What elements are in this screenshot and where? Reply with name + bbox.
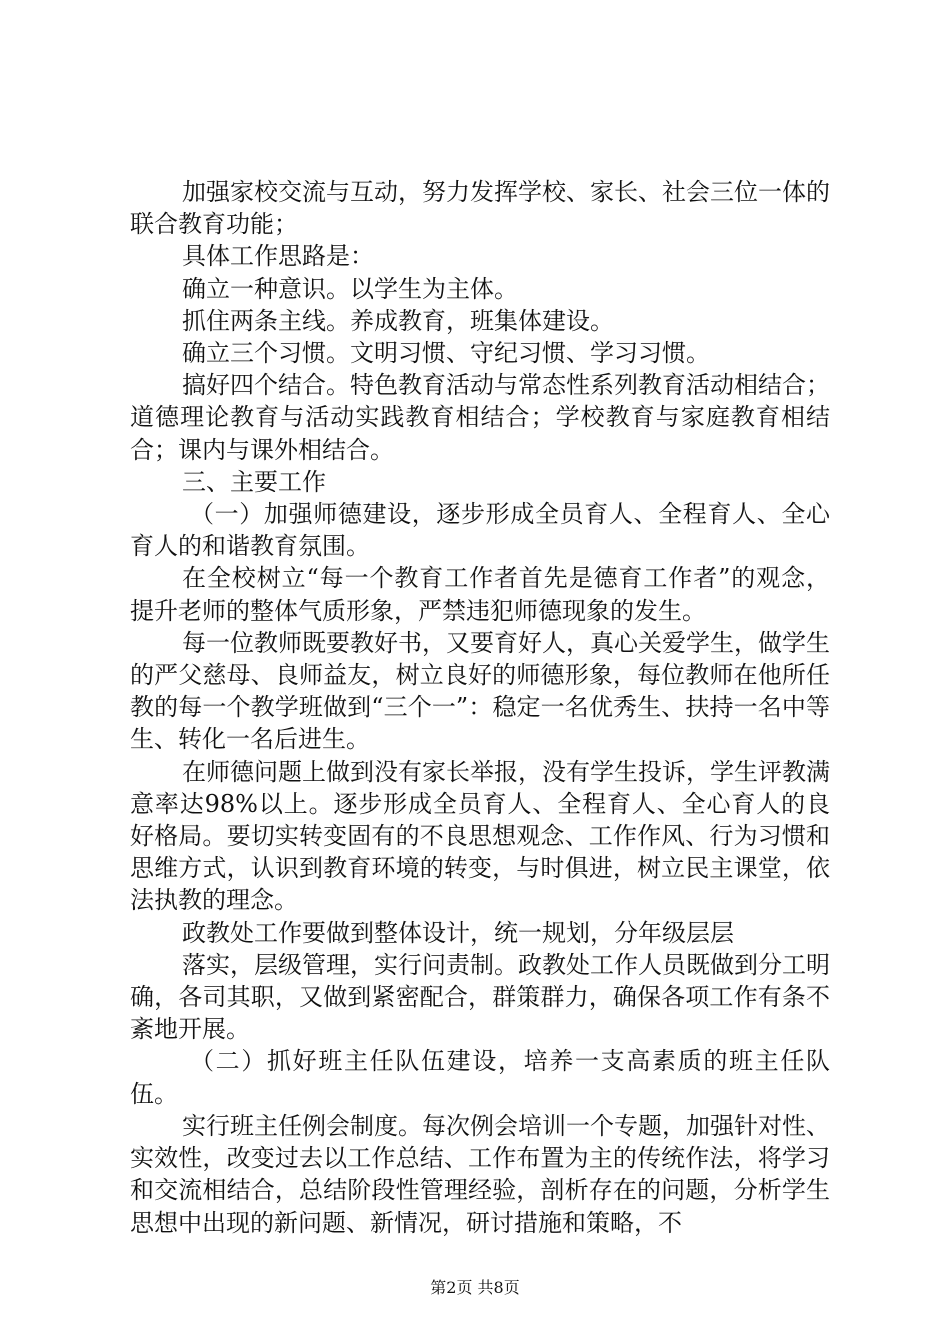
paragraph: 搞好四个结合。特色教育活动与常态性系列教育活动相结合；道德理论教育与活动实践教育相结合；学校教育与家庭教育相结合；课内与课外相结合。 [130, 371, 830, 464]
paragraph: 在师德问题上做到没有家长举报，没有学生投诉，学生评教满意率达98%以上。逐步形成全员育人、全程育人、全心育人的良好格局。要切实转变固有的不良思想观念、工作作风、行为习惯和思维方式，认识到教育环境的转变，与时俱进，树立民主课堂，依法执教的理念。 [130, 757, 830, 915]
page-footer: 第2页 共8页 [430, 1278, 520, 1297]
section-heading: 三、主要工作 [182, 467, 326, 496]
paragraph: 具体工作思路是： [182, 242, 374, 271]
paragraph: 每一位教师既要教好书，又要育好人，真心关爱学生，做学生的严父慈母、良师益友，树立良好的师德形象，每位教师在他所任教的每一个教学班做到“三个一”：稳定一名优秀生、扶持一名中等生、转化一名后进生。 [130, 628, 830, 754]
subsection-heading: （二）抓好班主任队伍建设，培养一支高素质的班主任队伍。 [130, 1047, 830, 1108]
paragraph: 实行班主任例会制度。每次例会培训一个专题，加强针对性、实效性，改变过去以工作总结、工作布置为主的传统作法，将学习和交流相结合，总结阶段性管理经验，剖析存在的问题，分析学生思想中出现的新问题、新情况，研讨措施和策略，不 [130, 1111, 830, 1237]
paragraph: 加强家校交流与互动，努力发挥学校、家长、社会三位一体的联合教育功能； [130, 178, 830, 239]
paragraph: 在全校树立“每一个教育工作者首先是德育工作者”的观念，提升老师的整体气质形象，严禁违犯师德现象的发生。 [130, 564, 830, 625]
subsection-heading: （一）加强师德建设，逐步形成全员育人、全程育人、全心育人的和谐教育氛围。 [130, 500, 830, 561]
paragraph: 政教处工作要做到整体设计，统一规划，分年级层层 [182, 918, 734, 947]
paragraph: 抓住两条主线。养成教育，班集体建设。 [182, 306, 614, 335]
paragraph: 确立一种意识。以学生为主体。 [182, 274, 518, 303]
paragraph: 落实，层级管理，实行问责制。政教处工作人员既做到分工明确，各司其职，又做到紧密配合，群策群力，确保各项工作有条不紊地开展。 [130, 950, 830, 1044]
paragraph: 确立三个习惯。文明习惯、守纪习惯、学习习惯。 [182, 339, 710, 368]
document-body [130, 176, 830, 1239]
